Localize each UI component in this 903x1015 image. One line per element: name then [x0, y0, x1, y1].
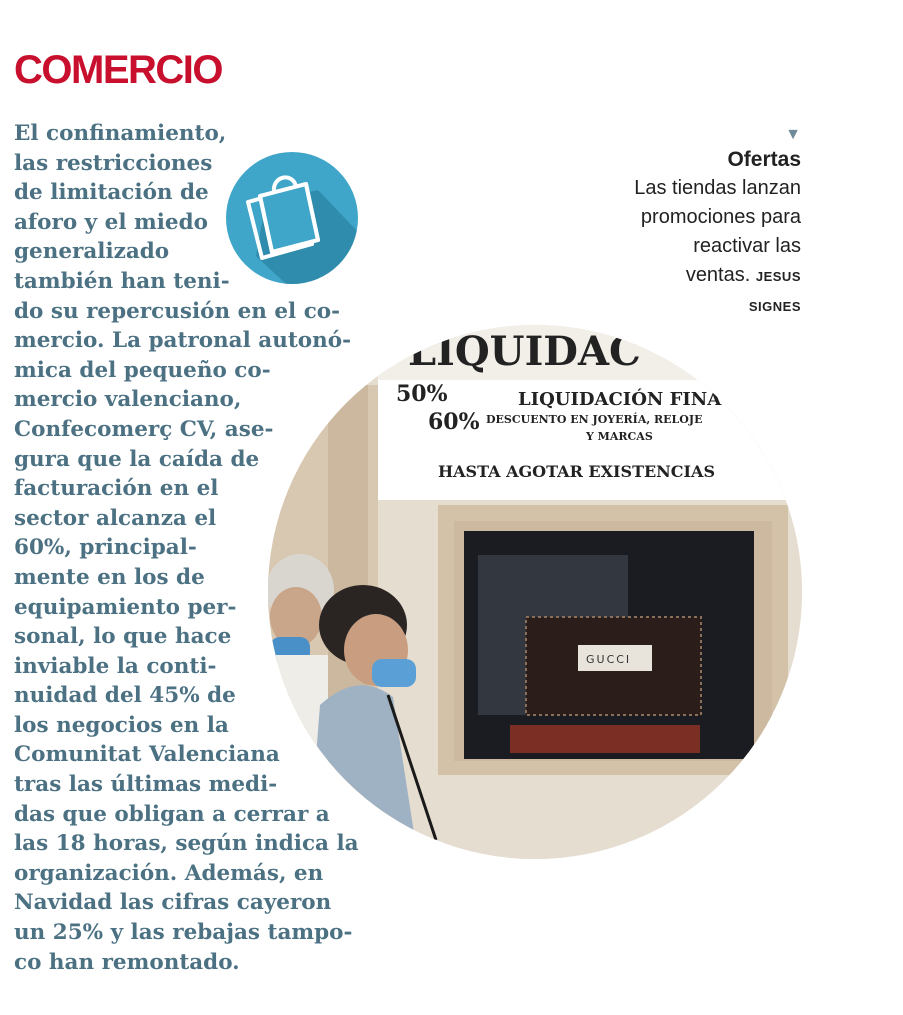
article-line: de limitación de	[14, 180, 209, 206]
article-line: do su repercusión en el co-	[14, 298, 341, 324]
caption-line: reactivar las	[693, 235, 801, 257]
article-line: Confecomerç CV, ase-	[14, 416, 274, 442]
article-line: también han teni-	[14, 268, 230, 294]
article-line: mica del pequeño co-	[14, 357, 271, 383]
caption-line: Las tiendas lanzan	[634, 177, 801, 199]
photo-caption	[541, 126, 801, 321]
article-line: generalizado	[14, 239, 170, 265]
article-line: sector alcanza el	[14, 505, 217, 531]
caption-line: ventas.	[685, 264, 751, 286]
article-line: los negocios en la	[14, 712, 229, 738]
triangle-down-icon: ▼	[785, 126, 801, 143]
article-line: 60%, principal-	[14, 535, 197, 561]
article-line: las restricciones	[14, 150, 213, 176]
article-line: gura que la caída de	[14, 446, 260, 472]
article-line: las 18 horas, según indica la	[14, 831, 359, 857]
shopping-bag-icon	[226, 152, 358, 284]
article-line: un 25% y las rebajas tampo-	[14, 920, 353, 946]
sign-percent: 50%	[396, 381, 448, 407]
sign-title: LIQUIDACIÓN FINA	[518, 389, 722, 410]
article-line: Comunitat Valenciana	[14, 742, 280, 768]
sign-subtitle: DESCUENTO EN JOYERÍA, RELOJE	[486, 413, 703, 426]
caption-headline: Ofertas	[727, 148, 801, 171]
photo-credit: SIGNES	[748, 299, 801, 314]
photo	[268, 325, 802, 859]
sign-bottom: HASTA AGOTAR EXISTENCIAS	[438, 462, 715, 481]
article-line: sonal, lo que hace	[14, 624, 232, 650]
article-line: das que obligan a cerrar a	[14, 801, 330, 827]
article-line: aforo y el miedo	[14, 209, 208, 235]
photo-credit: JESUS	[755, 269, 801, 284]
section-title: COMERCIO	[14, 48, 222, 92]
brand-label: GUCCI	[586, 653, 632, 666]
article-line: tras las últimas medi-	[14, 772, 278, 798]
article-line: inviable la conti-	[14, 653, 217, 679]
article-line: mercio valenciano,	[14, 387, 242, 413]
banner-text: LIQUIDAC	[408, 328, 641, 375]
caption-line: promociones para	[640, 206, 801, 228]
article-line: mente en los de	[14, 564, 205, 590]
article-line: nuidad del 45% de	[14, 683, 236, 709]
sign-subtitle: Y MARCAS	[586, 430, 653, 443]
article-line: equipamiento per-	[14, 594, 237, 620]
article-line: El confinamiento,	[14, 121, 227, 146]
sign-percent: 60%	[428, 409, 480, 435]
article-line: mercio. La patronal autonó-	[14, 328, 351, 354]
article-line: co han remontado.	[14, 949, 240, 975]
article-line: facturación en el	[14, 476, 219, 502]
article-line: organización. Además, en	[14, 860, 324, 886]
article-line: Navidad las cifras cayeron	[14, 890, 332, 916]
